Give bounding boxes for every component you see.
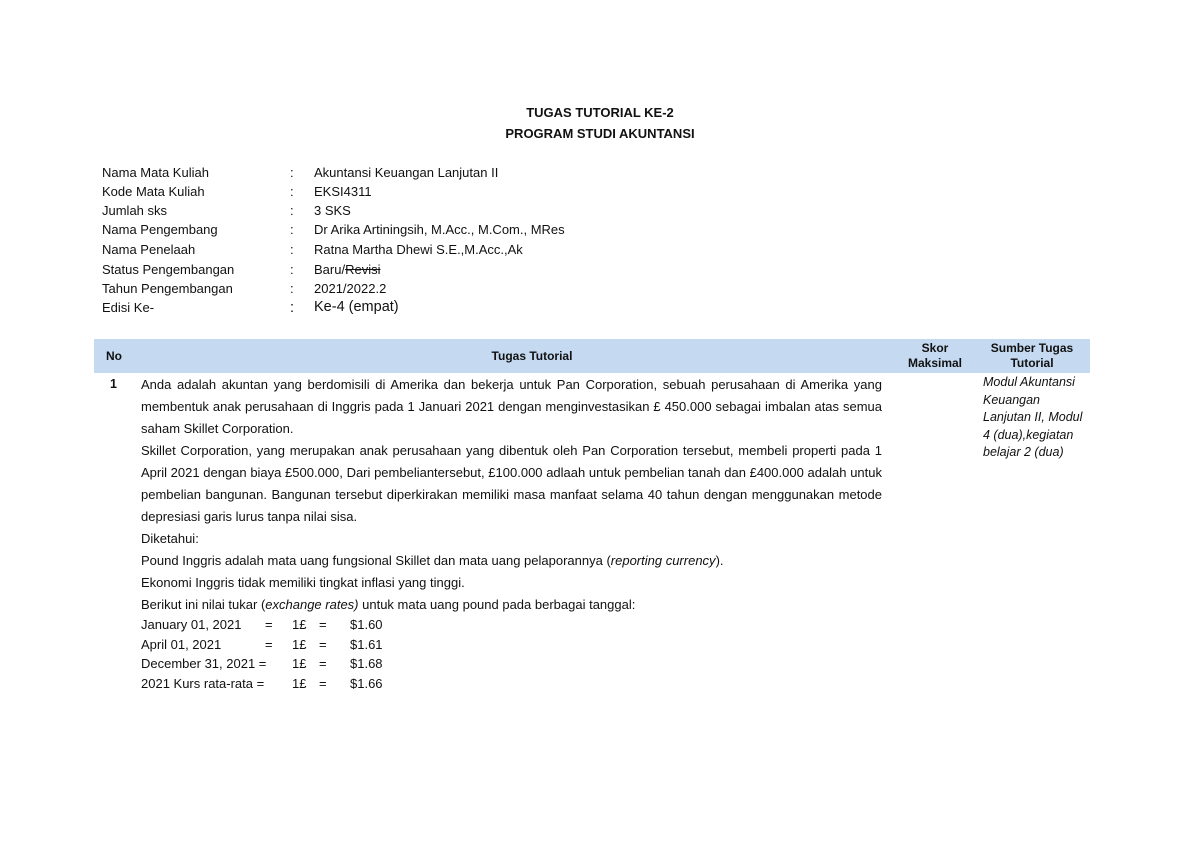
header-source-line1: Sumber Tugas bbox=[990, 341, 1074, 355]
rate-date: December 31, 2021 = bbox=[141, 656, 267, 671]
task-paragraph-1: Anda adalah akuntan yang berdomisili di Amerika dan bekerja untuk Pan Corporation, sebuah perusahaan di Amerika yang membentuk anak perusahaan di Inggris pada 1 Januari 2021 dengan menginvestasikan £ 450.000 sebagai imbalan atas semua saham Skillet Corporation. bbox=[141, 377, 882, 436]
meta-value: 3 SKS bbox=[314, 203, 351, 218]
rates-intro-end: untuk mata uang pound pada berbagai tanggal: bbox=[358, 597, 636, 612]
rate-date: 2021 Kurs rata-rata = bbox=[141, 675, 265, 691]
meta-label: Nama Penelaah bbox=[102, 242, 196, 257]
row-number: 1 bbox=[110, 377, 117, 391]
meta-label: Nama Pengembang bbox=[102, 222, 218, 237]
header-task: Tugas Tutorial bbox=[491, 348, 573, 363]
meta-colon: : bbox=[290, 262, 294, 277]
meta-label: Tahun Pengembangan bbox=[102, 281, 233, 296]
rate-equals: = bbox=[319, 656, 327, 671]
rate-equals: = bbox=[265, 617, 273, 632]
meta-colon: : bbox=[290, 184, 294, 199]
header-no: No bbox=[106, 348, 122, 363]
rates-intro bbox=[141, 594, 882, 616]
meta-colon: : bbox=[290, 300, 295, 316]
meta-colon: : bbox=[290, 222, 294, 237]
meta-label: Nama Mata Kuliah bbox=[102, 165, 209, 180]
meta-colon: : bbox=[290, 203, 294, 218]
rate-gbp: 1£ bbox=[292, 675, 307, 691]
task-paragraph-2: Skillet Corporation, yang merupakan anak perusahaan yang dibentuk oleh Pan Corporation tersebut, membeli properti pada 1 April 2021 dengan biaya £500.000, Dari pembeliantersebut, £100.000 adlaah untuk pembelian tanah dan £400.000 adalah untuk pembelian bangunan. Bangunan tersebut diperkirakan memiliki masa manfaat selama 40 tahun dengan menggunakan metode depresiasi garis lurus tanpa nilai sisa. bbox=[141, 443, 882, 524]
rate-gbp: 1£ bbox=[292, 617, 307, 632]
rates-term: exchange rates) bbox=[265, 597, 359, 612]
meta-value bbox=[314, 262, 380, 277]
rate-equals: = bbox=[319, 636, 327, 652]
meta-value: Ratna Martha Dhewi S.E.,M.Acc.,Ak bbox=[314, 242, 523, 257]
meta-value: Ke-4 (empat) bbox=[314, 299, 399, 315]
meta-label: Status Pengembangan bbox=[102, 262, 235, 277]
status-revision-struck: Revisi bbox=[345, 262, 381, 277]
rate-usd: $1.60 bbox=[350, 617, 383, 632]
status-new: Baru/ bbox=[314, 262, 346, 277]
rate-usd: $1.61 bbox=[350, 636, 383, 652]
table-header bbox=[94, 339, 1090, 373]
meta-value: Akuntansi Keuangan Lanjutan II bbox=[314, 165, 499, 180]
meta-colon: : bbox=[290, 242, 294, 257]
rate-equals: = bbox=[265, 636, 273, 652]
rate-equals: = bbox=[319, 675, 327, 691]
header-source-line2: Tutorial bbox=[1010, 356, 1054, 370]
task-text bbox=[141, 374, 882, 616]
meta-value: EKSI4311 bbox=[314, 184, 372, 199]
rate-usd: $1.68 bbox=[350, 656, 383, 671]
rate-date: January 01, 2021 bbox=[141, 617, 242, 632]
header-score-line2: Maksimal bbox=[907, 356, 963, 370]
currency-text-end: ). bbox=[715, 553, 724, 568]
rate-gbp: 1£ bbox=[292, 636, 307, 652]
economy-statement: Ekonomi Inggris tidak memiliki tingkat inflasi yang tinggi. bbox=[141, 575, 465, 590]
meta-colon: : bbox=[290, 281, 294, 296]
meta-label: Edisi Ke- bbox=[102, 300, 155, 315]
meta-colon: : bbox=[290, 165, 294, 180]
meta-label: Kode Mata Kuliah bbox=[102, 184, 205, 199]
header-score-line1: Skor bbox=[921, 341, 949, 355]
currency-term: reporting currency bbox=[610, 553, 716, 568]
meta-value: Dr Arika Artiningsih, M.Acc., M.Com., MRes bbox=[314, 222, 565, 237]
task-source: Modul Akuntansi Keuangan Lanjutan II, Modul 4 (dua),kegiatan belajar 2 (dua) bbox=[983, 375, 1083, 459]
program-title: PROGRAM STUDI AKUNTANSI bbox=[505, 126, 695, 141]
header-max-score bbox=[902, 339, 968, 373]
rates-intro-text: Berikut ini nilai tukar ( bbox=[141, 597, 266, 612]
known-label: Diketahui: bbox=[141, 531, 199, 546]
rate-date: April 01, 2021 bbox=[141, 636, 222, 652]
meta-label: Jumlah sks bbox=[102, 203, 168, 218]
rate-equals: = bbox=[319, 617, 327, 632]
rate-usd: $1.66 bbox=[350, 675, 383, 691]
document-title: TUGAS TUTORIAL KE-2 bbox=[526, 105, 674, 120]
currency-text: Pound Inggris adalah mata uang fungsional Skillet dan mata uang pelaporannya ( bbox=[141, 553, 611, 568]
header-source bbox=[974, 339, 1090, 373]
currency-statement bbox=[141, 550, 882, 572]
rate-gbp: 1£ bbox=[292, 656, 307, 671]
meta-value: 2021/2022.2 bbox=[314, 281, 387, 296]
